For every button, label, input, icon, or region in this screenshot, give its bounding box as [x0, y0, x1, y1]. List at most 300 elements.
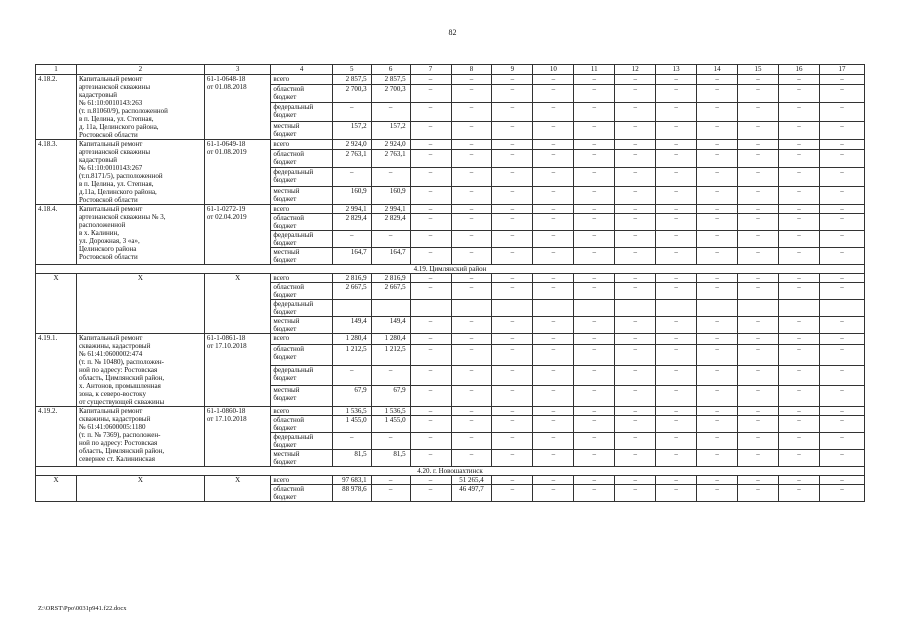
dash-cell: –	[656, 214, 697, 231]
dash-cell: –	[574, 416, 615, 433]
table-row	[36, 140, 865, 150]
dash-cell: –	[779, 344, 820, 365]
header-row	[36, 65, 865, 75]
dash-cell: –	[697, 283, 738, 300]
dash-cell: –	[410, 121, 451, 139]
value-cell: 2 816,9	[332, 274, 371, 283]
dash-cell: –	[574, 344, 615, 365]
value-cell: 2 994,1	[371, 205, 410, 214]
dash-cell: –	[410, 317, 451, 334]
dash-cell: –	[819, 476, 864, 485]
dash-cell: –	[410, 365, 451, 386]
dash-cell: –	[738, 317, 779, 334]
empty-cell	[779, 300, 820, 317]
document-ref: 61-1-0272-19 от 02.04.2019	[204, 205, 271, 265]
dash-cell: –	[819, 334, 864, 345]
dash-cell: –	[410, 205, 451, 214]
dash-cell: –	[492, 248, 533, 265]
dash-cell: –	[656, 485, 697, 502]
dash-cell: –	[410, 231, 451, 248]
value-cell: –	[332, 231, 371, 248]
value-cell: 2 700,3	[332, 84, 371, 102]
dash-cell: –	[819, 344, 864, 365]
dash-cell: –	[697, 205, 738, 214]
empty-cell	[533, 300, 574, 317]
dash-cell: –	[410, 433, 451, 450]
dash-cell: –	[492, 283, 533, 300]
item-number: 4.19.2.	[36, 407, 77, 467]
empty-cell	[492, 300, 533, 317]
dash-cell: –	[656, 186, 697, 204]
dash-cell: –	[779, 416, 820, 433]
value-cell: –	[371, 485, 410, 502]
budget-label: областной бюджет	[271, 149, 332, 167]
dash-cell: –	[738, 407, 779, 416]
dash-cell: –	[697, 140, 738, 150]
value-cell: 67,9	[332, 386, 371, 407]
dash-cell: –	[656, 205, 697, 214]
document-ref: 61-1-0860-18 от 17.10.2018	[204, 407, 271, 467]
dash-cell: –	[615, 121, 656, 139]
dash-cell: –	[492, 84, 533, 102]
dash-cell: –	[697, 248, 738, 265]
dash-cell: –	[451, 205, 492, 214]
dash-cell: –	[697, 274, 738, 283]
dash-cell: –	[615, 334, 656, 345]
value-cell: 2 763,1	[371, 149, 410, 167]
dash-cell: –	[697, 214, 738, 231]
dash-cell: –	[410, 214, 451, 231]
column-number: 1	[36, 65, 77, 75]
dash-cell: –	[533, 140, 574, 150]
dash-cell: –	[697, 407, 738, 416]
dash-cell: –	[656, 450, 697, 467]
value-cell: 2 763,1	[332, 149, 371, 167]
budget-label: федеральный бюджет	[271, 365, 332, 386]
dash-cell: –	[451, 168, 492, 186]
dash-cell: –	[533, 231, 574, 248]
dash-cell: –	[492, 334, 533, 345]
dash-cell: –	[615, 365, 656, 386]
dash-cell: –	[574, 231, 615, 248]
dash-cell: –	[574, 84, 615, 102]
dash-cell: –	[738, 103, 779, 121]
value-cell: 160,9	[371, 186, 410, 204]
dash-cell: –	[451, 334, 492, 345]
dash-cell: –	[656, 103, 697, 121]
dash-cell: –	[615, 149, 656, 167]
dash-cell: –	[533, 450, 574, 467]
dash-cell: –	[451, 386, 492, 407]
dash-cell: –	[779, 103, 820, 121]
dash-cell: –	[738, 283, 779, 300]
dash-cell: –	[779, 485, 820, 502]
column-number: 2	[76, 65, 204, 75]
dash-cell: –	[779, 283, 820, 300]
dash-cell: –	[656, 334, 697, 345]
value-cell	[371, 300, 410, 317]
dash-cell: –	[574, 450, 615, 467]
value-cell: 1 212,5	[332, 344, 371, 365]
column-number: 17	[819, 65, 864, 75]
value-cell: 149,4	[371, 317, 410, 334]
item-description: Капитальный ремонт скважины, кадастровый № 61:41:0600002:474 (т. п. № 10480), расположен- ной по адресу: Ростовская область, Цимлянский район, х. Антонов, промышленная зона, к северо-востоку от существующей скважины	[76, 334, 204, 407]
dash-cell: –	[819, 248, 864, 265]
column-number: 14	[697, 65, 738, 75]
dash-cell: –	[492, 485, 533, 502]
empty-cell	[819, 300, 864, 317]
dash-cell: –	[738, 121, 779, 139]
value-cell: 2 829,4	[371, 214, 410, 231]
column-number: 8	[451, 65, 492, 75]
table-row	[36, 75, 865, 85]
dash-cell: –	[492, 140, 533, 150]
dash-cell: –	[738, 205, 779, 214]
dash-cell: –	[819, 365, 864, 386]
dash-cell: –	[615, 248, 656, 265]
value-cell: 164,7	[371, 248, 410, 265]
dash-cell: –	[615, 450, 656, 467]
dash-cell: –	[819, 274, 864, 283]
value-cell: 1 212,5	[371, 344, 410, 365]
dash-cell: –	[738, 416, 779, 433]
column-number: 7	[410, 65, 451, 75]
dash-cell: –	[738, 231, 779, 248]
dash-cell: –	[656, 84, 697, 102]
budget-label: всего	[271, 205, 332, 214]
dash-cell: –	[779, 334, 820, 345]
dash-cell: –	[451, 433, 492, 450]
dash-cell: –	[451, 248, 492, 265]
dash-cell: –	[574, 75, 615, 85]
value-cell: 2 994,1	[332, 205, 371, 214]
dash-cell: –	[492, 168, 533, 186]
dash-cell: –	[410, 140, 451, 150]
dash-cell: –	[451, 121, 492, 139]
dash-cell: –	[779, 274, 820, 283]
column-number: 15	[738, 65, 779, 75]
value-cell: –	[332, 168, 371, 186]
dash-cell: –	[574, 433, 615, 450]
dash-cell: –	[451, 84, 492, 102]
dash-cell: –	[574, 476, 615, 485]
dash-cell: –	[738, 344, 779, 365]
value-cell: –	[371, 231, 410, 248]
item-description: Капитальный ремонт артезианской скважины кадастровый № 61:10:0010143:267 (т.п.8171/5), расположенной в п. Целина, ул. Степная, д.11а, Целинского района, Ростовской области	[76, 140, 204, 205]
dash-cell: –	[533, 476, 574, 485]
dash-cell: –	[738, 84, 779, 102]
dash-cell: –	[819, 75, 864, 85]
section-row	[36, 467, 865, 476]
dash-cell: –	[410, 248, 451, 265]
value-cell: 1 536,5	[371, 407, 410, 416]
dash-cell: –	[533, 365, 574, 386]
value-cell: 2 667,5	[332, 283, 371, 300]
dash-cell: –	[779, 168, 820, 186]
value-cell: 1 280,4	[371, 334, 410, 345]
dash-cell: –	[451, 283, 492, 300]
budget-label: всего	[271, 140, 332, 150]
document-ref: 61-1-0649-18 от 01.08.2019	[204, 140, 271, 205]
dash-cell: –	[779, 75, 820, 85]
dash-cell: –	[738, 433, 779, 450]
dash-cell: –	[451, 149, 492, 167]
budget-label: всего	[271, 274, 332, 283]
dash-cell: –	[656, 344, 697, 365]
dash-cell: –	[697, 186, 738, 204]
dash-cell: –	[492, 317, 533, 334]
dash-cell: –	[615, 386, 656, 407]
dash-cell: –	[779, 121, 820, 139]
empty-cell	[697, 300, 738, 317]
page-number: 82	[448, 28, 457, 37]
dash-cell: –	[574, 168, 615, 186]
table-row	[36, 334, 865, 345]
dash-cell: –	[738, 168, 779, 186]
dash-cell: –	[451, 416, 492, 433]
document-ref: 61-1-0861-18 от 17.10.2018	[204, 334, 271, 407]
dash-cell: –	[615, 274, 656, 283]
file-path-footer: Z:\ORST\Ppo\0031p941.f22.docx	[38, 605, 127, 612]
value-cell: 2 829,4	[332, 214, 371, 231]
value-cell: –	[332, 433, 371, 450]
dash-cell: –	[410, 450, 451, 467]
value-cell: 81,5	[371, 450, 410, 467]
dash-cell: –	[819, 186, 864, 204]
budget-label: областной бюджет	[271, 84, 332, 102]
dash-cell: –	[492, 75, 533, 85]
dash-cell: –	[738, 214, 779, 231]
dash-cell: –	[574, 186, 615, 204]
dash-cell: –	[779, 214, 820, 231]
budget-label: всего	[271, 407, 332, 416]
value-cell: 1 455,0	[332, 416, 371, 433]
value-cell: 2 816,9	[371, 274, 410, 283]
dash-cell: –	[738, 365, 779, 386]
dash-cell: –	[451, 274, 492, 283]
section-title: 4.20. г. Новошахтинск	[36, 467, 865, 476]
x-mark-cell: X	[76, 476, 204, 502]
dash-cell: –	[574, 485, 615, 502]
dash-cell: –	[492, 365, 533, 386]
item-number: 4.18.2.	[36, 75, 77, 140]
dash-cell: –	[615, 231, 656, 248]
dash-cell: –	[492, 103, 533, 121]
dash-cell: –	[615, 205, 656, 214]
dash-cell: –	[574, 386, 615, 407]
dash-cell: –	[779, 231, 820, 248]
dash-cell: –	[574, 274, 615, 283]
dash-cell: –	[451, 214, 492, 231]
dash-cell: –	[533, 433, 574, 450]
x-mark-cell: X	[204, 274, 271, 334]
dash-cell: –	[697, 433, 738, 450]
dash-cell: –	[697, 450, 738, 467]
dash-cell: –	[492, 433, 533, 450]
column-number: 11	[574, 65, 615, 75]
value-cell: 2 700,3	[371, 84, 410, 102]
dash-cell: –	[615, 317, 656, 334]
dash-cell: –	[533, 214, 574, 231]
value-cell: 2 857,5	[332, 75, 371, 85]
budget-label: федеральный бюджет	[271, 168, 332, 186]
dash-cell: –	[574, 248, 615, 265]
dash-cell: –	[656, 317, 697, 334]
dash-cell: –	[697, 103, 738, 121]
dash-cell: –	[492, 214, 533, 231]
dash-cell: –	[410, 75, 451, 85]
dash-cell: –	[574, 149, 615, 167]
value-cell: –	[410, 476, 451, 485]
value-cell: 2 924,0	[371, 140, 410, 150]
dash-cell: –	[615, 416, 656, 433]
dash-cell: –	[697, 476, 738, 485]
x-mark-cell: X	[204, 476, 271, 502]
dash-cell: –	[819, 416, 864, 433]
budget-label: всего	[271, 75, 332, 85]
dash-cell: –	[697, 485, 738, 502]
item-description: Капитальный ремонт скважины, кадастровый № 61:41:0600005:1180 (т. п. № 7369), расположен- ной по адресу: Ростовская область, Цимлянский район, севернее ст. Калининская	[76, 407, 204, 467]
dash-cell: –	[574, 317, 615, 334]
dash-cell: –	[779, 433, 820, 450]
dash-cell: –	[819, 433, 864, 450]
dash-cell: –	[492, 149, 533, 167]
value-cell: –	[371, 103, 410, 121]
column-number: 5	[332, 65, 371, 75]
dash-cell: –	[615, 75, 656, 85]
dash-cell: –	[819, 103, 864, 121]
dash-cell: –	[697, 416, 738, 433]
dash-cell: –	[451, 450, 492, 467]
dash-cell: –	[451, 231, 492, 248]
dash-cell: –	[656, 168, 697, 186]
value-cell: –	[332, 365, 371, 386]
dash-cell: –	[738, 450, 779, 467]
empty-cell	[451, 300, 492, 317]
dash-cell: –	[533, 334, 574, 345]
dash-cell: –	[656, 121, 697, 139]
dash-cell: –	[533, 84, 574, 102]
dash-cell: –	[615, 140, 656, 150]
section-row	[36, 265, 865, 274]
dash-cell: –	[738, 75, 779, 85]
value-cell: 149,4	[332, 317, 371, 334]
dash-cell: –	[819, 149, 864, 167]
dash-cell: –	[697, 75, 738, 85]
dash-cell: –	[779, 140, 820, 150]
dash-cell: –	[656, 416, 697, 433]
value-cell: 67,9	[371, 386, 410, 407]
value-cell: 2 667,5	[371, 283, 410, 300]
dash-cell: –	[656, 274, 697, 283]
value-cell: 2 857,5	[371, 75, 410, 85]
dash-cell: –	[410, 334, 451, 345]
column-number: 13	[656, 65, 697, 75]
dash-cell: –	[410, 407, 451, 416]
budget-label: областной бюджет	[271, 214, 332, 231]
dash-cell: –	[533, 103, 574, 121]
dash-cell: –	[492, 476, 533, 485]
dash-cell: –	[533, 274, 574, 283]
dash-cell: –	[819, 485, 864, 502]
dash-cell: –	[615, 344, 656, 365]
dash-cell: –	[533, 407, 574, 416]
budget-label: областной бюджет	[271, 416, 332, 433]
table-row	[36, 205, 865, 214]
dash-cell: –	[533, 205, 574, 214]
dash-cell: –	[779, 205, 820, 214]
dash-cell: –	[615, 214, 656, 231]
dash-cell: –	[574, 140, 615, 150]
dash-cell: –	[697, 231, 738, 248]
value-cell: 164,7	[332, 248, 371, 265]
budget-label: местный бюджет	[271, 450, 332, 467]
value-cell: 1 280,4	[332, 334, 371, 345]
budget-label: областной бюджет	[271, 283, 332, 300]
dash-cell: –	[492, 386, 533, 407]
dash-cell: –	[410, 274, 451, 283]
dash-cell: –	[533, 344, 574, 365]
dash-cell: –	[533, 283, 574, 300]
dash-cell: –	[574, 205, 615, 214]
dash-cell: –	[492, 231, 533, 248]
dash-cell: –	[615, 103, 656, 121]
value-cell	[332, 300, 371, 317]
x-mark-cell: X	[36, 476, 77, 502]
dash-cell: –	[819, 450, 864, 467]
value-cell: –	[332, 103, 371, 121]
dash-cell: –	[410, 103, 451, 121]
dash-cell: –	[574, 365, 615, 386]
dash-cell: –	[574, 214, 615, 231]
dash-cell: –	[656, 386, 697, 407]
value-cell: 157,2	[371, 121, 410, 139]
item-number: 4.18.3.	[36, 140, 77, 205]
dash-cell: –	[779, 407, 820, 416]
dash-cell: –	[615, 186, 656, 204]
dash-cell: –	[819, 84, 864, 102]
empty-cell	[574, 300, 615, 317]
dash-cell: –	[410, 416, 451, 433]
dash-cell: –	[738, 485, 779, 502]
column-number: 10	[533, 65, 574, 75]
column-number: 6	[371, 65, 410, 75]
dash-cell: –	[533, 416, 574, 433]
dash-cell: –	[779, 84, 820, 102]
value-cell: 88 978,6	[332, 485, 371, 502]
empty-cell	[615, 300, 656, 317]
item-number: 4.19.1.	[36, 334, 77, 407]
dash-cell: –	[819, 407, 864, 416]
dash-cell: –	[779, 450, 820, 467]
dash-cell: –	[615, 485, 656, 502]
dash-cell: –	[656, 407, 697, 416]
dash-cell: –	[819, 140, 864, 150]
budget-label: областной бюджет	[271, 344, 332, 365]
column-number: 4	[271, 65, 332, 75]
dash-cell: –	[697, 149, 738, 167]
empty-cell	[410, 300, 451, 317]
dash-cell: –	[779, 386, 820, 407]
table-row	[36, 476, 865, 485]
dash-cell: –	[656, 140, 697, 150]
dash-cell: –	[410, 149, 451, 167]
dash-cell: –	[410, 84, 451, 102]
dash-cell: –	[492, 416, 533, 433]
dash-cell: –	[533, 121, 574, 139]
value-cell: 157,2	[332, 121, 371, 139]
item-description: Капитальный ремонт артезианской скважины № 3, расположенной в х. Калинин, ул. Дорожная, 3 «а», Целинского района Ростовской области	[76, 205, 204, 265]
